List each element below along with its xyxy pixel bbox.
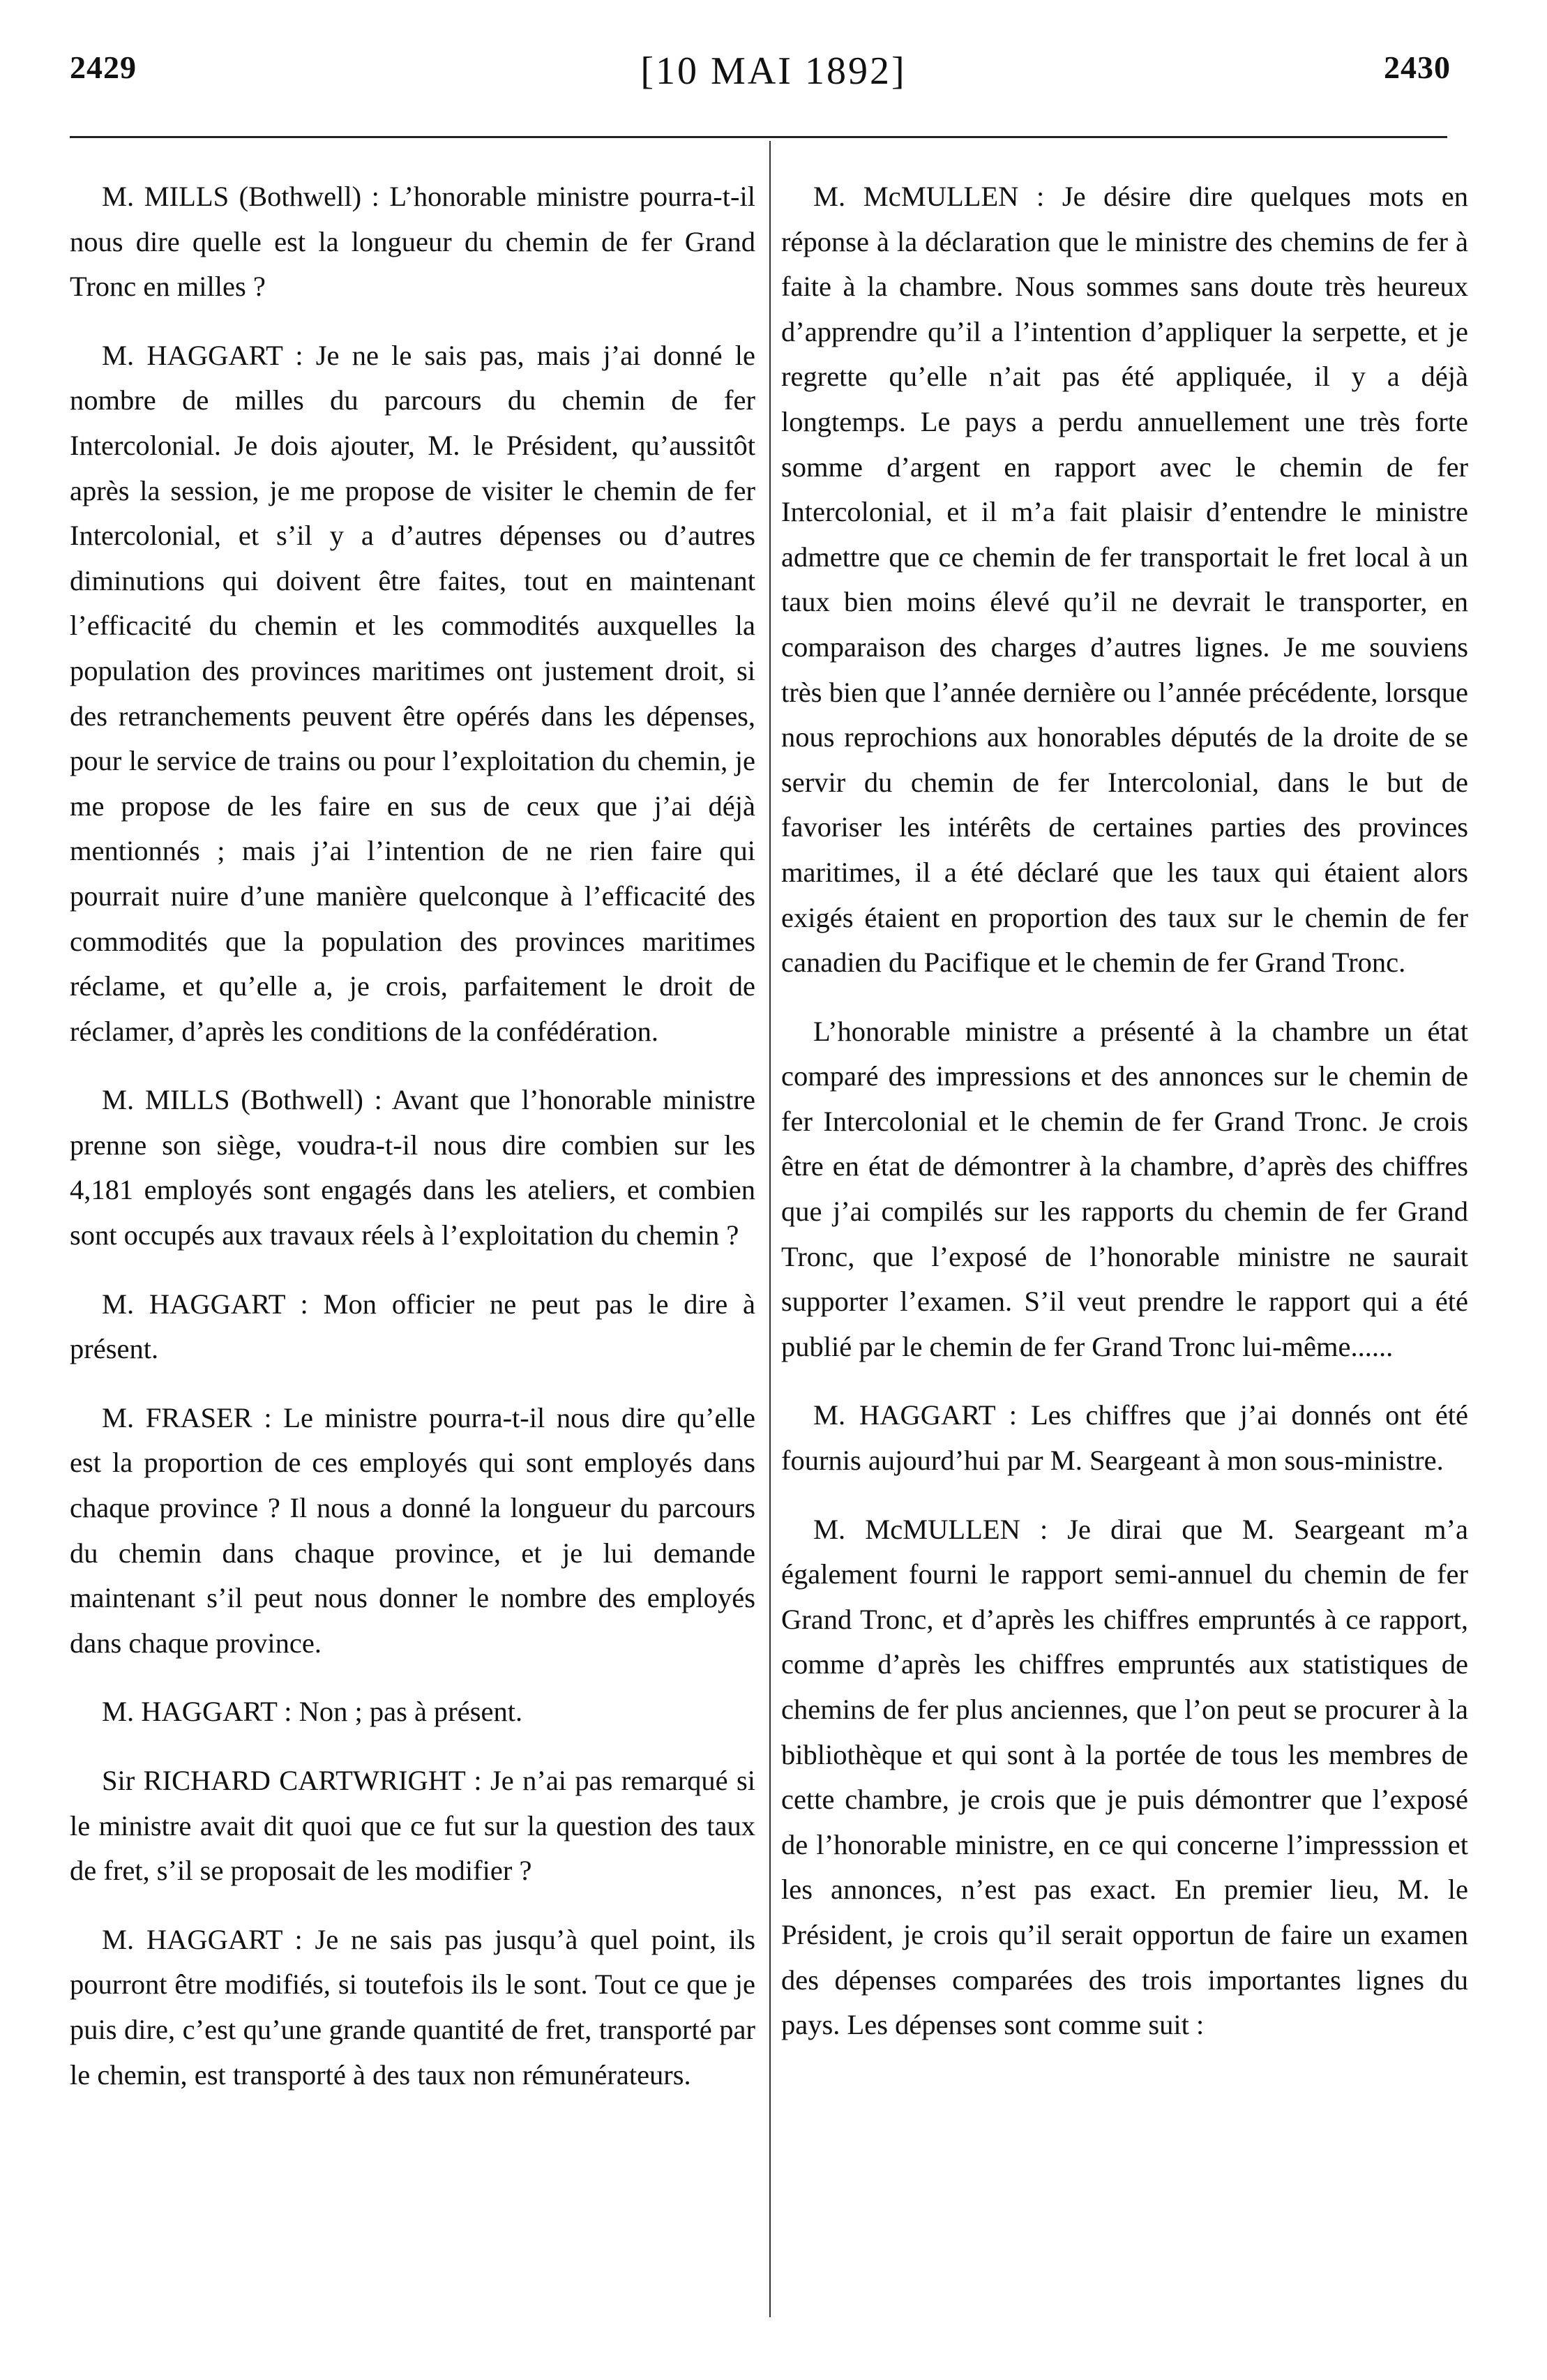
header-rule [70, 136, 1447, 138]
paragraph-text: Je ne le sais pas, mais j’ai donné le nombre de milles du parcours du chemin de fer Intercolonial. Je dois ajouter, M. le Président, qu’aussitôt après la session, je me propose de visiter le chemin de fer Intercolonial, et s’il y a d’autres dépenses ou d’autres diminutions qui doivent être faites, tout en maintenant l’efficacité du chemin et les commodités auxquelles la population des provinces maritimes ont justement droit, si des retranchements peuvent être opérés dans les dépenses, pour le service de trains ou pour l’exploitation du chemin, je me propose de les faire en sus de ceux que j’ai déjà mentionnés ; mais j’ai l’intention de ne rien faire qui pourrait nuire d’une manière quelconque à l’efficacité des commodités que la population des provinces maritimes réclame, et qu’elle a, je crois, parfaitement le droit de réclamer, d’après les conditions de la confédération. [70, 339, 755, 1047]
left-column [70, 174, 755, 2121]
paragraph [781, 1507, 1468, 2048]
speaker: M. HAGGART : [102, 1923, 303, 1955]
speaker: M. FRASER : [102, 1401, 272, 1433]
paragraph [781, 174, 1468, 986]
paragraph [70, 174, 755, 310]
paragraph-text: L’honorable ministre pourra-t-il nous dire quelle est la longueur du chemin de fer Grand Tronc en milles ? [70, 181, 756, 303]
speaker: M. McMULLEN : [813, 181, 1045, 212]
paragraph-text: Je dirai que M. Seargeant m’a également fourni le rapport semi-annuel du chemin de fer Grand Tronc, et d’après les chiffres empruntés à ce rapport, comme d’après les chiffres empruntés aux statistiques de chemins de fer plus anciennes, que l’on peut se procurer à la bibliothèque et qui sont à la portée de tous les membres de cette chambre, je crois que je puis démontrer que l’exposé de l’honorable ministre, en ce qui concerne l’impresssion et les annonces, n’est pas exact. En premier lieu, M. le Président, je crois qu’il serait opportun de faire un examen des dépenses comparées des trois importantes lignes du pays. Les dépenses sont comme suit : [781, 1513, 1469, 2041]
paragraph-text: Je n’ai pas remarqué si le ministre avait dit quoi que ce fut sur la question des taux de fret, s’il se proposait de les modifier ? [70, 1765, 755, 1887]
speaker: M. HAGGART : [102, 1288, 308, 1320]
page-number-left: 2429 [70, 50, 137, 85]
speaker: Sir RICHARD CARTWRIGHT : [102, 1765, 482, 1796]
paragraph-text: Les chiffres que j’ai donnés ont été fournis aujourd’hui par M. Seargeant à mon sous-ministre. [781, 1399, 1469, 1477]
paragraph [781, 1009, 1468, 1370]
paragraph [70, 333, 755, 1055]
paragraph [70, 1689, 755, 1735]
paragraph-text: Je ne sais pas jusqu’à quel point, ils pourront être modifiés, si toutefois ils le sont. Tout ce que je puis dire, c’est qu’une grande quantité de fret, transporté par le chemin, est transporté à des taux non rémunérateurs. [70, 1923, 755, 2091]
paragraph-text: L’honorable ministre a présenté à la chambre un état comparé des impressions et des annonces sur le chemin de fer Intercolonial et le chemin de fer Grand Tronc. Je crois être en état de démontrer à la chambre, d’après des chiffres que j’ai compilés sur les rapports du chemin de fer Grand Tronc, que l’exposé de l’honorable ministre ne saurait supporter l’examen. S’il veut prendre le rapport qui a été publié par le chemin de fer Grand Tronc lui-même...... [781, 1015, 1468, 1362]
speaker: M. MILLS (Bothwell) : [102, 181, 379, 212]
paragraph-text: Non ; pas à présent. [299, 1696, 523, 1728]
paragraph [781, 1393, 1468, 1483]
page-number-right: 2430 [1384, 50, 1451, 85]
speaker: M. MILLS (Bothwell) : [102, 1084, 382, 1116]
paragraph [70, 1282, 755, 1372]
right-column [781, 174, 1468, 2072]
speaker: M. HAGGART : [102, 1696, 292, 1728]
paragraph [70, 1396, 755, 1666]
paragraph-text: Avant que l’honorable ministre prenne son siège, voudra-t-il nous dire combien sur les 4,181 employés sont engagés dans les ateliers, et combien sont occupés aux travaux réels à l’exploitation du chemin ? [70, 1084, 755, 1251]
column-divider [769, 141, 771, 2317]
speaker: M. HAGGART : [813, 1399, 1018, 1431]
speaker: M. HAGGART : [102, 339, 303, 371]
paragraph [70, 1758, 755, 1894]
page-header [0, 49, 1547, 105]
header-date: [10 MAI 1892] [640, 50, 907, 93]
speaker: M. McMULLEN : [813, 1513, 1048, 1545]
paragraph-text: Mon officier ne peut pas le dire à présent. [70, 1288, 756, 1365]
paragraph-text: Le ministre pourra-t-il nous dire qu’elle est la proportion de ces employés qui sont employés dans chaque province ? Il nous a donné la longueur du parcours du chemin dans chaque province, et je lui demande maintenant s’il peut nous donner le nombre des employés dans chaque province. [70, 1401, 755, 1659]
paragraph [70, 1918, 755, 2097]
paragraph-text: Je désire dire quelques mots en réponse à la déclaration que le ministre des chemins de fer à faite à la chambre. Nous sommes sans doute très heureux d’apprendre qu’il a l’intention d’appliquer la serpette, et je regrette qu’elle n’ait pas été appliquée, il y a déjà longtemps. Le pays a perdu annuellement une très forte somme d’argent en rapport avec le chemin de fer Intercolonial, et il m’a fait plaisir d’entendre le ministre admettre que ce chemin de fer transportait le fret local à un taux bien moins élevé qu’il ne devrait le transporter, en comparaison des charges d’autres lignes. Je me souviens très bien que l’année dernière ou l’année précédente, lorsque nous reprochions aux honorables députés de la droite de se servir du chemin de fer Intercolonial, dans le but de favoriser les intérêts de certaines parties des provinces maritimes, il a été déclaré que les taux qui étaient alors exigés étaient en proportion des taux sur le chemin de fer canadien du Pacifique et le chemin de fer Grand Tronc. [781, 181, 1469, 979]
paragraph [70, 1078, 755, 1258]
